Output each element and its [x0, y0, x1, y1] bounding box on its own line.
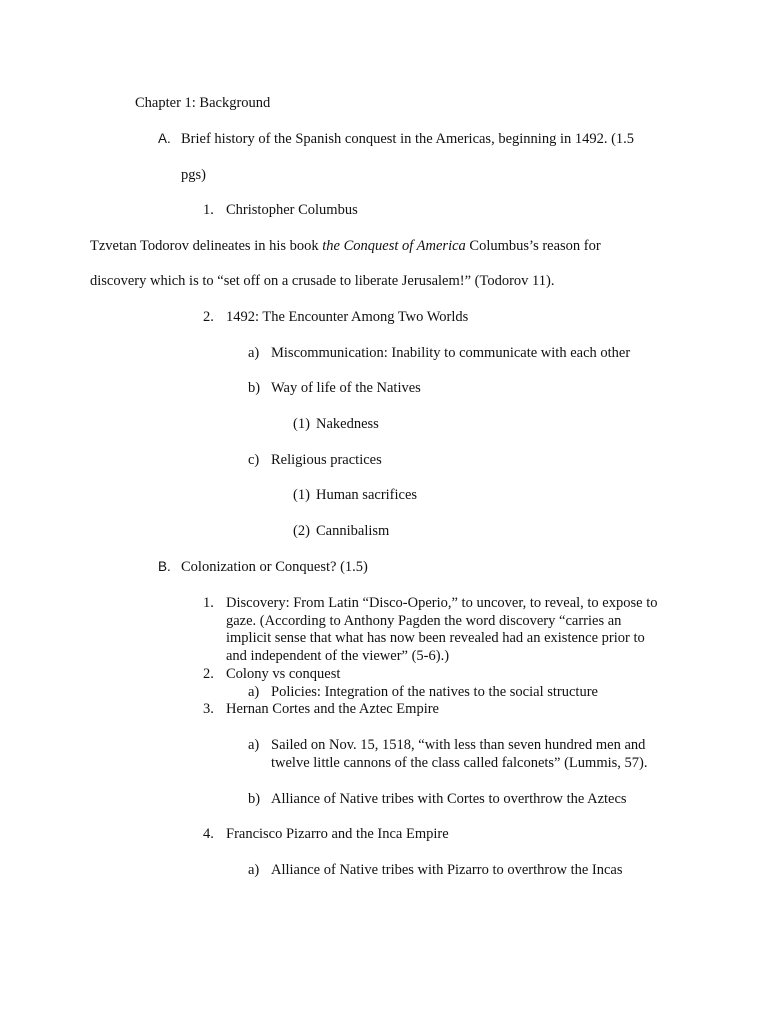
b-item3-sub-a-line1: Sailed on Nov. 15, 1518, “with less than seven hundred men and	[271, 737, 646, 753]
paragraph-line2: discovery which is to “set off on a crusade to liberate Jerusalem!” (Todorov 11).	[90, 273, 555, 289]
b-item2-text: Colony vs conquest	[226, 666, 341, 682]
a-item2-sub-b-1-marker: (1)	[293, 416, 310, 432]
b-item4-sub-a-text: Alliance of Native tribes with Pizarro to overthrow the Incas	[271, 862, 623, 878]
a-item2-sub-c-marker: c)	[248, 452, 260, 468]
a-item2-sub-a-marker: a)	[248, 345, 260, 361]
a-item2-sub-b-marker: b)	[248, 380, 261, 396]
b-item3-sub-b-marker: b)	[248, 791, 261, 807]
chapter-heading: Chapter 1: Background	[135, 95, 271, 111]
b-item3-sub-a-line2: twelve little cannons of the class called falconets” (Lummis, 57).	[271, 755, 648, 771]
b-item1-marker: 1.	[203, 595, 214, 611]
b-item4-text: Francisco Pizarro and the Inca Empire	[226, 826, 449, 842]
b-item4-marker: 4.	[203, 826, 214, 842]
a-item1-text: Christopher Columbus	[226, 202, 358, 218]
b-item3-text: Hernan Cortes and the Aztec Empire	[226, 701, 439, 717]
section-a-text-line2: pgs)	[181, 167, 206, 183]
a-item2-text: 1492: The Encounter Among Two Worlds	[226, 309, 469, 325]
b-item1-line3: implicit sense that what has now been revealed had an existence prior to	[226, 630, 645, 646]
section-b-text: Colonization or Conquest? (1.5)	[181, 559, 368, 575]
section-a-text-line1: Brief history of the Spanish conquest in the Americas, beginning in 1492. (1.5	[181, 131, 635, 147]
b-item2-marker: 2.	[203, 666, 214, 682]
a-item2-sub-b-1-text: Nakedness	[316, 416, 379, 432]
b-item2-sub-a-text: Policies: Integration of the natives to the social structure	[271, 684, 598, 700]
b-item3-sub-a-marker: a)	[248, 737, 260, 753]
book-title: the Conquest of America	[322, 238, 466, 254]
b-item2-sub-a-marker: a)	[248, 684, 260, 700]
paragraph-part1: Tzvetan Todorov delineates in his book	[90, 238, 323, 254]
b-item4-sub-a-marker: a)	[248, 862, 260, 878]
a-item2-marker: 2.	[203, 309, 214, 325]
a-item2-sub-c-2-text: Cannibalism	[316, 523, 390, 539]
b-item1-line2: gaze. (According to Anthony Pagden the word discovery “carries an	[226, 613, 622, 629]
a-item2-sub-a-text: Miscommunication: Inability to communicate with each other	[271, 345, 631, 361]
paragraph-line1	[90, 237, 601, 255]
b-item1-line4: and independent of the viewer” (5-6).)	[226, 648, 450, 664]
b-item1-line1: Discovery: From Latin “Disco-Operio,” to uncover, to reveal, to expose to	[226, 595, 658, 611]
section-b-marker: B.	[158, 559, 171, 574]
section-a-marker: A.	[158, 131, 171, 146]
a-item2-sub-b-text: Way of life of the Natives	[271, 380, 421, 396]
a-item1-marker: 1.	[203, 202, 214, 218]
b-item3-sub-b-text: Alliance of Native tribes with Cortes to overthrow the Aztecs	[271, 791, 627, 807]
paragraph-part2: Columbus’s reason for	[465, 238, 601, 254]
a-item2-sub-c-1-text: Human sacrifices	[316, 487, 418, 503]
a-item2-sub-c-2-marker: (2)	[293, 523, 310, 539]
a-item2-sub-c-1-marker: (1)	[293, 487, 310, 503]
a-item2-sub-c-text: Religious practices	[271, 452, 382, 468]
b-item3-marker: 3.	[203, 701, 214, 717]
